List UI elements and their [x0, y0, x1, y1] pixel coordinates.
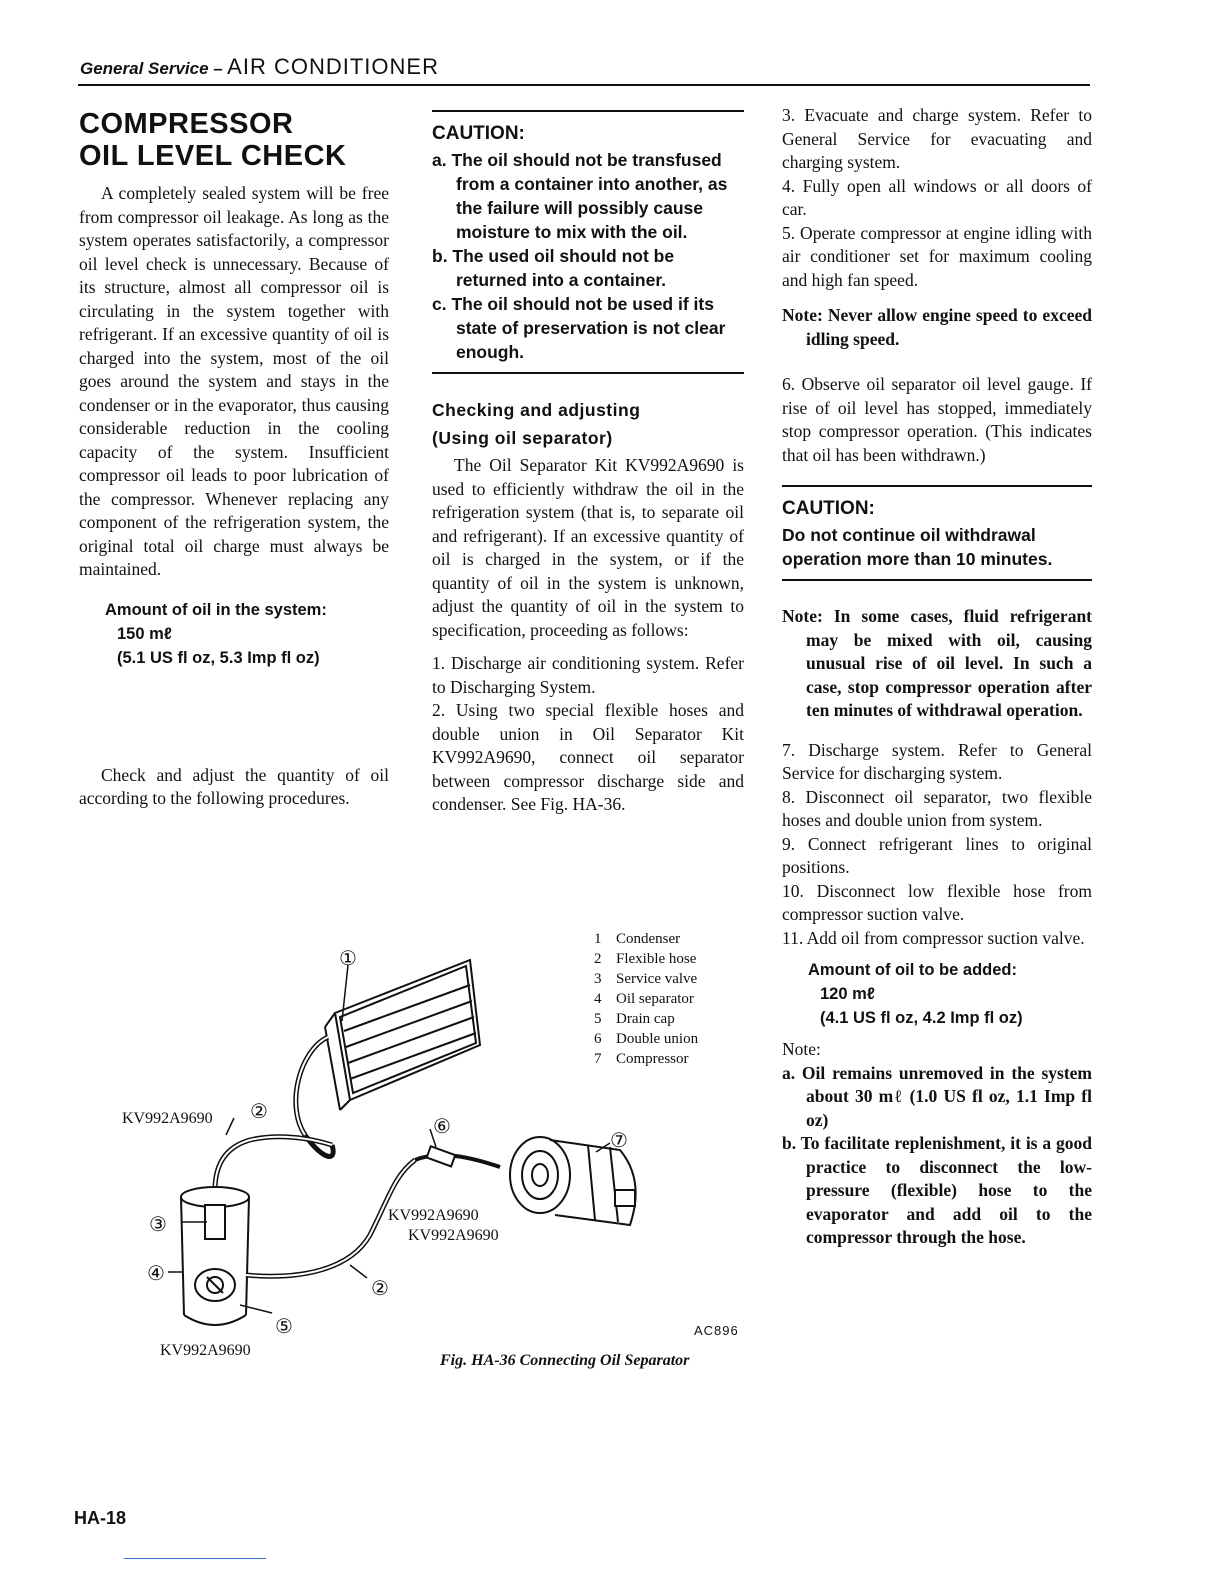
tool-label-d: KV992A9690 — [160, 1342, 251, 1355]
step-10: 10. Disconnect low flexible hose from compressor suction valve. — [782, 880, 1092, 924]
callout-4: ④ — [147, 1263, 165, 1285]
step-8: 8. Disconnect oil separator, two flexible hoses and double union from system. — [782, 786, 1092, 830]
column-2 — [432, 104, 744, 817]
page-title: AIR CONDITIONER — [227, 54, 439, 79]
footer-line — [124, 1558, 266, 1559]
legend-item: 5 Drain cap — [594, 1011, 675, 1027]
step-7: 7. Discharge system. Refer to General Service for discharging system. — [782, 739, 1092, 783]
legend-item: 1 Condenser — [594, 931, 681, 947]
oil-amount-block: Amount of oil in the system: 150 mℓ (5.1 US fl oz, 5.3 Imp fl oz) — [105, 600, 327, 667]
condenser — [325, 960, 480, 1110]
section-heading: COMPRESSOR OIL LEVEL CHECK — [79, 108, 347, 172]
step-6: 6. Observe oil separator oil level gauge. If rise of oil level has stopped, immediately stop compressor operation. (This indicates that oil has been withdrawn.) — [782, 374, 1092, 465]
procedure-intro: Check and adjust the quantity of oil according to the following procedures. — [79, 764, 389, 808]
figure-legend — [594, 929, 698, 1069]
callout-7: ⑦ — [610, 1130, 628, 1152]
callout-6: ⑥ — [433, 1116, 451, 1138]
figure-caption: Fig. HA-36 Connecting Oil Separator — [440, 1352, 690, 1369]
caution-box: CAUTION: a. The oil should not be transfused from a container into another, as the failure will possibly cause moisture to mix with the oil. b. The used oil should not be returned into a container. c. The oil should not be used if its state of preservation is not clear enough. — [432, 110, 744, 374]
note-3a: a. Oil remains unremoved in the system about 30 mℓ (1.0 US fl oz, 1.1 Imp fl oz) — [782, 1062, 1092, 1130]
legend-item: 4 Oil separator — [594, 991, 694, 1007]
callout-2b: ② — [371, 1278, 389, 1300]
double-union — [427, 1146, 456, 1166]
header-rule — [78, 84, 1090, 86]
subsection-heading: Checking and adjusting (Using oil separator) — [432, 400, 641, 448]
legend-item: 6 Double union — [594, 1031, 699, 1047]
note-3-title: Note: — [782, 1039, 821, 1059]
step-3: 3. Evacuate and charge system. Refer to General Service for evacuating and charging system. — [782, 105, 1092, 172]
oil-separator-diagram — [110, 935, 670, 1355]
callout-1: ① — [339, 948, 357, 970]
separator-intro: The Oil Separator Kit KV992A9690 is used to efficiently withdraw the oil in the refrigeration system (that is, to separate oil and refrigerant). If an excessive quantity of oil is charged in the system, or if the quantity of oil in the system is unknown, adjust the quantity of oil in the system to specification, proceeding as follows: — [432, 455, 744, 640]
page-header — [80, 54, 439, 80]
section-label: General Service – — [80, 59, 223, 78]
note-3b: b. To facilitate replenishment, it is a good practice to disconnect the low-pressure (flexible) hose to the evaporator and add oil to the compressor through the hose. — [782, 1133, 1092, 1247]
tool-label-a: KV992A9690 — [122, 1110, 213, 1127]
legend-item: 7 Compressor — [594, 1051, 689, 1067]
tool-label-b: KV992A9690 — [388, 1207, 479, 1224]
callout-2: ② — [250, 1101, 268, 1123]
callout-5: ⑤ — [275, 1316, 293, 1338]
figure-code: AC896 — [694, 1323, 739, 1338]
intro-paragraph: A completely sealed system will be free from compressor oil leakage. As long as the system operates satisfactorily, a compressor oil level check is unnecessary. Because of its structure, almost all compressor oil is circulating in the system together with refrigerant. If an excessive quantity of oil is charged into the system, most of the oil goes around the system and stays in the condenser or in the evaporator, thus causing considerable reduction in the cooling capacity of the system. Insufficient compressor oil leads to poor lubrication of the compressor. Whenever replacing any component of the refrigeration system, the original total oil charge must always be maintained. — [79, 183, 389, 579]
added-oil-block: Amount of oil to be added: 120 mℓ (4.1 US fl oz, 4.2 Imp fl oz) — [808, 961, 1023, 1027]
oil-separator — [181, 1187, 249, 1325]
note-2: Note: In some cases, fluid refrigerant may be mixed with oil, causing unusual rise of oil level. In such a case, stop compressor operation after ten minutes of withdrawal operation. — [782, 606, 1092, 720]
step-9: 9. Connect refrigerant lines to original positions. — [782, 833, 1092, 877]
page-number: HA-18 — [74, 1508, 127, 1528]
step-11: 11. Add oil from compressor suction valve. — [782, 927, 1085, 948]
column-3 — [782, 104, 1092, 1250]
tool-label-c: KV992A9690 — [408, 1227, 499, 1244]
step-4: 4. Fully open all windows or all doors of car. — [782, 175, 1092, 219]
callout-3: ③ — [149, 1214, 167, 1236]
step-2: 2. Using two special flexible hoses and double union in Oil Separator Kit KV992A9690, connect oil separator between compressor discharge side and condenser. See Fig. HA-36. — [432, 700, 744, 814]
legend-item: 3 Service valve — [594, 971, 698, 987]
note-1: Note: Never allow engine speed to exceed idling speed. — [782, 305, 1092, 349]
caution-box-2: CAUTION: Do not continue oil withdrawal operation more than 10 minutes. — [782, 485, 1092, 581]
step-5: 5. Operate compressor at engine idling with air conditioner set for maximum cooling and high fan speed. — [782, 222, 1092, 290]
column-1 — [79, 104, 389, 811]
legend-item: 2 Flexible hose — [594, 951, 697, 967]
step-1: 1. Discharge air conditioning system. Refer to Discharging System. — [432, 653, 744, 697]
